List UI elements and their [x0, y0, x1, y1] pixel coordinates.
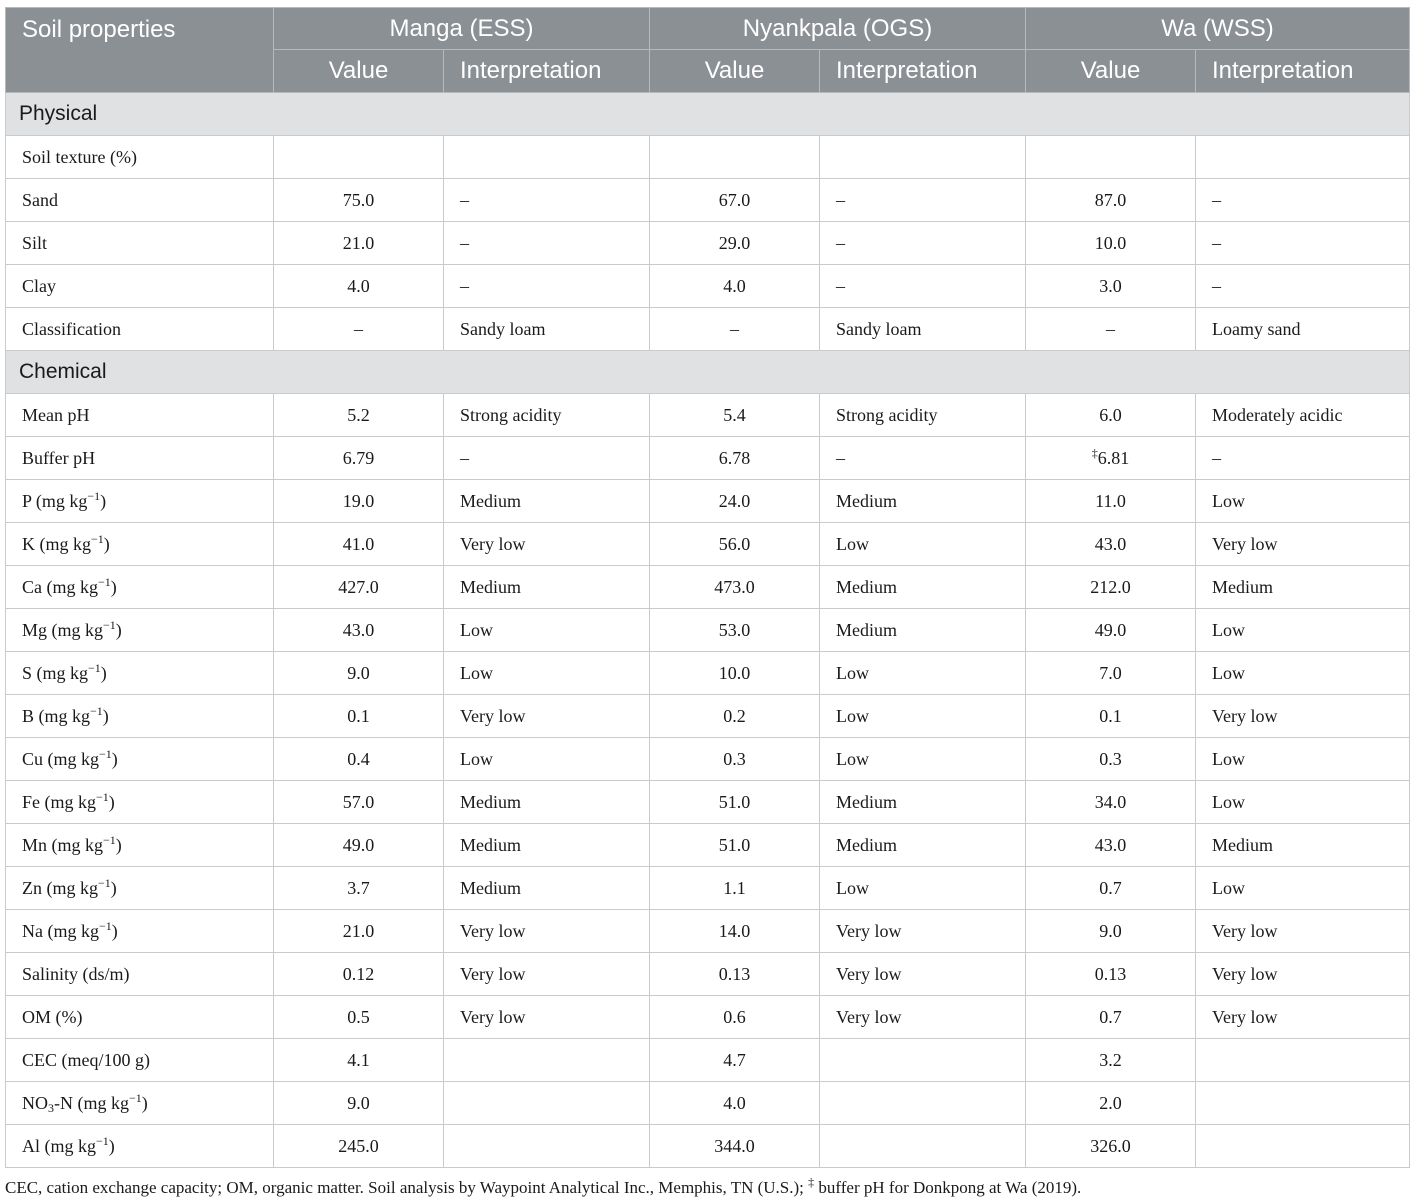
interpretation-cell: Medium — [820, 566, 1026, 609]
element-symbol: Zn — [22, 877, 42, 898]
value-cell: 0.6 — [650, 996, 820, 1039]
interpretation-cell: Very low — [444, 910, 650, 953]
property-label — [6, 824, 274, 867]
property-label — [6, 523, 274, 566]
interpretation-cell: Loamy sand — [1196, 308, 1410, 351]
unit-close: ) — [111, 920, 118, 941]
interpretation-cell — [1196, 1125, 1410, 1168]
value-cell: 10.0 — [1026, 222, 1196, 265]
element-symbol: K — [22, 533, 35, 554]
table-row — [6, 265, 1410, 308]
unit-close: ) — [108, 791, 115, 812]
interpretation-cell: Very low — [1196, 910, 1410, 953]
property-label — [6, 609, 274, 652]
interpretation-cell: – — [1196, 179, 1410, 222]
value-cell: 57.0 — [274, 781, 444, 824]
interpretation-cell: Medium — [444, 566, 650, 609]
element-symbol: Ca — [22, 576, 42, 597]
table-row — [6, 824, 1410, 867]
property-suffix: -N — [54, 1092, 73, 1113]
table-row — [6, 308, 1410, 351]
interpretation-cell: Low — [1196, 781, 1410, 824]
interpretation-cell — [444, 1125, 650, 1168]
unit-close: ) — [115, 619, 122, 640]
property-label — [6, 566, 274, 609]
table-row — [6, 1039, 1410, 1082]
value-cell: 11.0 — [1026, 480, 1196, 523]
table-row — [6, 996, 1410, 1039]
value-cell: 29.0 — [650, 222, 820, 265]
table-row — [6, 781, 1410, 824]
table-row — [6, 652, 1410, 695]
unit-label: (mg kg — [44, 791, 96, 812]
value-cell: 0.3 — [1026, 738, 1196, 781]
interpretation-cell: Low — [1196, 738, 1410, 781]
unit-label: (mg kg — [51, 619, 104, 640]
property-label — [6, 867, 274, 910]
value-cell: 41.0 — [274, 523, 444, 566]
unit-exponent: −1 — [96, 789, 109, 804]
value-cell: – — [1026, 308, 1196, 351]
unit-exponent: −1 — [98, 574, 111, 589]
value-cell: 21.0 — [274, 222, 444, 265]
value-cell: 43.0 — [1026, 824, 1196, 867]
interpretation-cell: Strong acidity — [444, 394, 650, 437]
interpretation-cell: Very low — [444, 523, 650, 566]
unit-label: (mg kg — [44, 1135, 96, 1156]
interpretation-cell: – — [1196, 222, 1410, 265]
unit-close: ) — [110, 576, 117, 597]
value-cell: 9.0 — [274, 652, 444, 695]
value-cell: 0.13 — [1026, 953, 1196, 996]
unit-close: ) — [111, 748, 118, 769]
value-cell: 2.0 — [1026, 1082, 1196, 1125]
table-row — [6, 609, 1410, 652]
interpretation-cell: – — [444, 265, 650, 308]
unit-close: ) — [141, 1092, 148, 1113]
interpretation-cell: – — [444, 222, 650, 265]
element-symbol: S — [22, 662, 33, 683]
interpretation-cell — [1196, 1039, 1410, 1082]
unit-label: (mg kg — [47, 748, 100, 769]
header-soil-properties: Soil properties — [6, 8, 274, 93]
unit-label: (mg kg — [39, 533, 91, 554]
interpretation-cell: Low — [820, 523, 1026, 566]
value-cell: 49.0 — [1026, 609, 1196, 652]
interpretation-cell — [1196, 1082, 1410, 1125]
interpretation-cell: Very low — [820, 996, 1026, 1039]
interpretation-cell: Very low — [444, 953, 650, 996]
header-value: Value — [1026, 50, 1196, 93]
table-footnote — [5, 1175, 1082, 1198]
interpretation-cell — [444, 1039, 650, 1082]
value-cell — [1026, 136, 1196, 179]
interpretation-cell: Very low — [444, 695, 650, 738]
value-cell: 4.7 — [650, 1039, 820, 1082]
interpretation-cell: Very low — [820, 910, 1026, 953]
unit-exponent: −1 — [98, 875, 111, 890]
property-label — [6, 1125, 274, 1168]
element-symbol: Mn — [22, 834, 48, 855]
unit-label: (mg kg — [46, 576, 98, 597]
value-cell: 51.0 — [650, 781, 820, 824]
property-label: CEC (meq/100 g) — [6, 1039, 274, 1082]
property-label: Salinity (ds/m) — [6, 953, 274, 996]
table-row — [6, 1125, 1410, 1168]
value-cell: 9.0 — [1026, 910, 1196, 953]
interpretation-cell: Medium — [444, 480, 650, 523]
interpretation-cell: Medium — [820, 781, 1026, 824]
unit-label: (mg kg — [51, 834, 104, 855]
value-cell: 0.12 — [274, 953, 444, 996]
section-title-chemical: Chemical — [6, 351, 1410, 394]
interpretation-cell: Low — [1196, 867, 1410, 910]
property-label — [6, 738, 274, 781]
interpretation-cell: Low — [1196, 652, 1410, 695]
unit-exponent: −1 — [129, 1090, 142, 1105]
property-label: Classification — [6, 308, 274, 351]
value-cell: 0.4 — [274, 738, 444, 781]
interpretation-cell: Medium — [1196, 566, 1410, 609]
interpretation-cell: – — [820, 265, 1026, 308]
unit-close: ) — [108, 1135, 115, 1156]
value-cell: – — [650, 308, 820, 351]
interpretation-cell: Low — [820, 695, 1026, 738]
interpretation-cell: – — [1196, 265, 1410, 308]
element-symbol: Mg — [22, 619, 48, 640]
header-site-wa: Wa (WSS) — [1026, 8, 1410, 50]
value-cell: 14.0 — [650, 910, 820, 953]
interpretation-cell — [820, 1039, 1026, 1082]
value-cell: 49.0 — [274, 824, 444, 867]
table-row — [6, 394, 1410, 437]
property-label: Mean pH — [6, 394, 274, 437]
interpretation-cell: – — [1196, 437, 1410, 480]
property-prefix: NO — [22, 1092, 48, 1113]
value-cell: 0.1 — [1026, 695, 1196, 738]
interpretation-cell: Medium — [820, 609, 1026, 652]
value-cell: 51.0 — [650, 824, 820, 867]
value-cell: 3.7 — [274, 867, 444, 910]
value-cell: 427.0 — [274, 566, 444, 609]
value-cell: 245.0 — [274, 1125, 444, 1168]
unit-label: (mg kg — [35, 490, 88, 511]
value-cell: 473.0 — [650, 566, 820, 609]
interpretation-cell — [820, 1125, 1026, 1168]
interpretation-cell: – — [444, 179, 650, 222]
value-cell: 0.1 — [274, 695, 444, 738]
footnote-text: CEC, cation exchange capacity; OM, organic matter. Soil analysis by Waypoint Analytical Inc., Memphis, TN (U.S.); — [5, 1178, 809, 1197]
property-label — [6, 695, 274, 738]
value-cell: 21.0 — [274, 910, 444, 953]
value-cell: 43.0 — [274, 609, 444, 652]
property-subscript: 3 — [48, 1100, 54, 1115]
value-cell: 34.0 — [1026, 781, 1196, 824]
element-symbol: Al — [22, 1135, 40, 1156]
value-cell: 5.2 — [274, 394, 444, 437]
header-interpretation: Interpretation — [1196, 50, 1410, 93]
header-site-manga: Manga (ESS) — [274, 8, 650, 50]
value-cell: 75.0 — [274, 179, 444, 222]
unit-label: (mg kg — [46, 877, 98, 898]
interpretation-cell — [820, 1082, 1026, 1125]
interpretation-cell: Sandy loam — [820, 308, 1026, 351]
value-cell: 10.0 — [650, 652, 820, 695]
element-symbol: Na — [22, 920, 43, 941]
element-symbol: Fe — [22, 791, 40, 812]
section-row-chemical — [6, 351, 1410, 394]
section-row-physical — [6, 93, 1410, 136]
table-row — [6, 179, 1410, 222]
interpretation-cell: – — [820, 437, 1026, 480]
element-symbol: P — [22, 490, 32, 511]
value-cell: 0.5 — [274, 996, 444, 1039]
value-text: 6.81 — [1097, 447, 1130, 468]
interpretation-cell: Medium — [1196, 824, 1410, 867]
unit-label: (mg kg — [47, 920, 99, 941]
unit-close: ) — [115, 834, 122, 855]
interpretation-cell: Medium — [444, 824, 650, 867]
table-row — [6, 480, 1410, 523]
unit-label: (mg kg — [36, 662, 89, 683]
property-label — [6, 910, 274, 953]
value-cell: 0.7 — [1026, 996, 1196, 1039]
table-row — [6, 867, 1410, 910]
unit-label: (mg kg — [77, 1092, 129, 1113]
unit-close: ) — [110, 877, 117, 898]
table-row — [6, 566, 1410, 609]
property-label: Soil texture (%) — [6, 136, 274, 179]
unit-close: ) — [100, 490, 107, 511]
value-cell: 4.1 — [274, 1039, 444, 1082]
interpretation-cell: Very low — [820, 953, 1026, 996]
value-cell — [1026, 437, 1196, 480]
unit-close: ) — [100, 662, 107, 683]
footnote-mark: ‡ — [808, 1175, 815, 1189]
interpretation-cell: Very low — [444, 996, 650, 1039]
interpretation-cell: Medium — [820, 480, 1026, 523]
value-cell: 7.0 — [1026, 652, 1196, 695]
value-cell: 344.0 — [650, 1125, 820, 1168]
table-row — [6, 222, 1410, 265]
interpretation-cell: Medium — [444, 867, 650, 910]
unit-close: ) — [102, 705, 109, 726]
unit-exponent: −1 — [87, 488, 101, 503]
header-value: Value — [650, 50, 820, 93]
value-cell: 0.13 — [650, 953, 820, 996]
interpretation-cell: Low — [1196, 480, 1410, 523]
interpretation-cell — [1196, 136, 1410, 179]
unit-exponent: −1 — [88, 660, 101, 675]
value-cell: – — [274, 308, 444, 351]
unit-exponent: −1 — [90, 703, 103, 718]
value-cell: 1.1 — [650, 867, 820, 910]
value-cell: 4.0 — [650, 265, 820, 308]
interpretation-cell: Very low — [1196, 695, 1410, 738]
value-cell: 67.0 — [650, 179, 820, 222]
value-cell: 212.0 — [1026, 566, 1196, 609]
table-row — [6, 910, 1410, 953]
property-label: Silt — [6, 222, 274, 265]
interpretation-cell: Very low — [1196, 523, 1410, 566]
table-row — [6, 523, 1410, 566]
table-row — [6, 953, 1410, 996]
section-title-physical: Physical — [6, 93, 1410, 136]
property-label — [6, 1082, 274, 1125]
unit-exponent: −1 — [99, 918, 112, 933]
header-interpretation: Interpretation — [444, 50, 650, 93]
value-cell: 0.7 — [1026, 867, 1196, 910]
property-label: Buffer pH — [6, 437, 274, 480]
interpretation-cell — [820, 136, 1026, 179]
value-cell: 4.0 — [650, 1082, 820, 1125]
property-label — [6, 652, 274, 695]
element-symbol: B — [22, 705, 35, 726]
interpretation-cell: Strong acidity — [820, 394, 1026, 437]
value-cell: 6.79 — [274, 437, 444, 480]
value-cell: 6.0 — [1026, 394, 1196, 437]
unit-close: ) — [103, 533, 110, 554]
value-cell: 0.2 — [650, 695, 820, 738]
value-cell — [650, 136, 820, 179]
unit-exponent: −1 — [103, 832, 116, 847]
value-cell: 0.3 — [650, 738, 820, 781]
value-cell: 43.0 — [1026, 523, 1196, 566]
property-label — [6, 781, 274, 824]
buffer-ph-mark: ‡ — [1091, 445, 1098, 460]
interpretation-cell: Low — [820, 652, 1026, 695]
interpretation-cell: – — [820, 179, 1026, 222]
unit-exponent: −1 — [103, 617, 116, 632]
value-cell: 3.0 — [1026, 265, 1196, 308]
interpretation-cell: Very low — [1196, 953, 1410, 996]
header-interpretation: Interpretation — [820, 50, 1026, 93]
property-label: OM (%) — [6, 996, 274, 1039]
unit-exponent: −1 — [96, 1133, 109, 1148]
header-site-nyankpala: Nyankpala (OGS) — [650, 8, 1026, 50]
interpretation-cell: Medium — [444, 781, 650, 824]
value-cell: 9.0 — [274, 1082, 444, 1125]
unit-exponent: −1 — [91, 531, 104, 546]
value-cell: 24.0 — [650, 480, 820, 523]
interpretation-cell: Low — [444, 652, 650, 695]
interpretation-cell: Low — [1196, 609, 1410, 652]
interpretation-cell: Medium — [820, 824, 1026, 867]
interpretation-cell: Moderately acidic — [1196, 394, 1410, 437]
interpretation-cell: Sandy loam — [444, 308, 650, 351]
interpretation-cell: – — [820, 222, 1026, 265]
value-cell: 53.0 — [650, 609, 820, 652]
value-cell — [274, 136, 444, 179]
value-cell: 5.4 — [650, 394, 820, 437]
element-symbol: Cu — [22, 748, 44, 769]
value-cell: 3.2 — [1026, 1039, 1196, 1082]
interpretation-cell: Low — [444, 609, 650, 652]
interpretation-cell: Low — [820, 867, 1026, 910]
value-cell: 87.0 — [1026, 179, 1196, 222]
interpretation-cell — [444, 1082, 650, 1125]
table-row — [6, 1082, 1410, 1125]
property-label — [6, 480, 274, 523]
value-cell: 326.0 — [1026, 1125, 1196, 1168]
interpretation-cell — [444, 136, 650, 179]
unit-exponent: −1 — [99, 746, 112, 761]
value-cell: 19.0 — [274, 480, 444, 523]
property-label: Clay — [6, 265, 274, 308]
interpretation-cell: Low — [820, 738, 1026, 781]
interpretation-cell: – — [444, 437, 650, 480]
table-row — [6, 437, 1410, 480]
soil-properties-table — [5, 7, 1410, 1168]
interpretation-cell: Low — [444, 738, 650, 781]
unit-label: (mg kg — [38, 705, 91, 726]
table-row — [6, 136, 1410, 179]
value-cell: 4.0 — [274, 265, 444, 308]
interpretation-cell: Very low — [1196, 996, 1410, 1039]
footnote-text-2: buffer pH for Donkpong at Wa (2019). — [814, 1178, 1082, 1197]
header-value: Value — [274, 50, 444, 93]
value-cell: 56.0 — [650, 523, 820, 566]
property-label: Sand — [6, 179, 274, 222]
value-cell: 6.78 — [650, 437, 820, 480]
table-row — [6, 738, 1410, 781]
table-row — [6, 695, 1410, 738]
